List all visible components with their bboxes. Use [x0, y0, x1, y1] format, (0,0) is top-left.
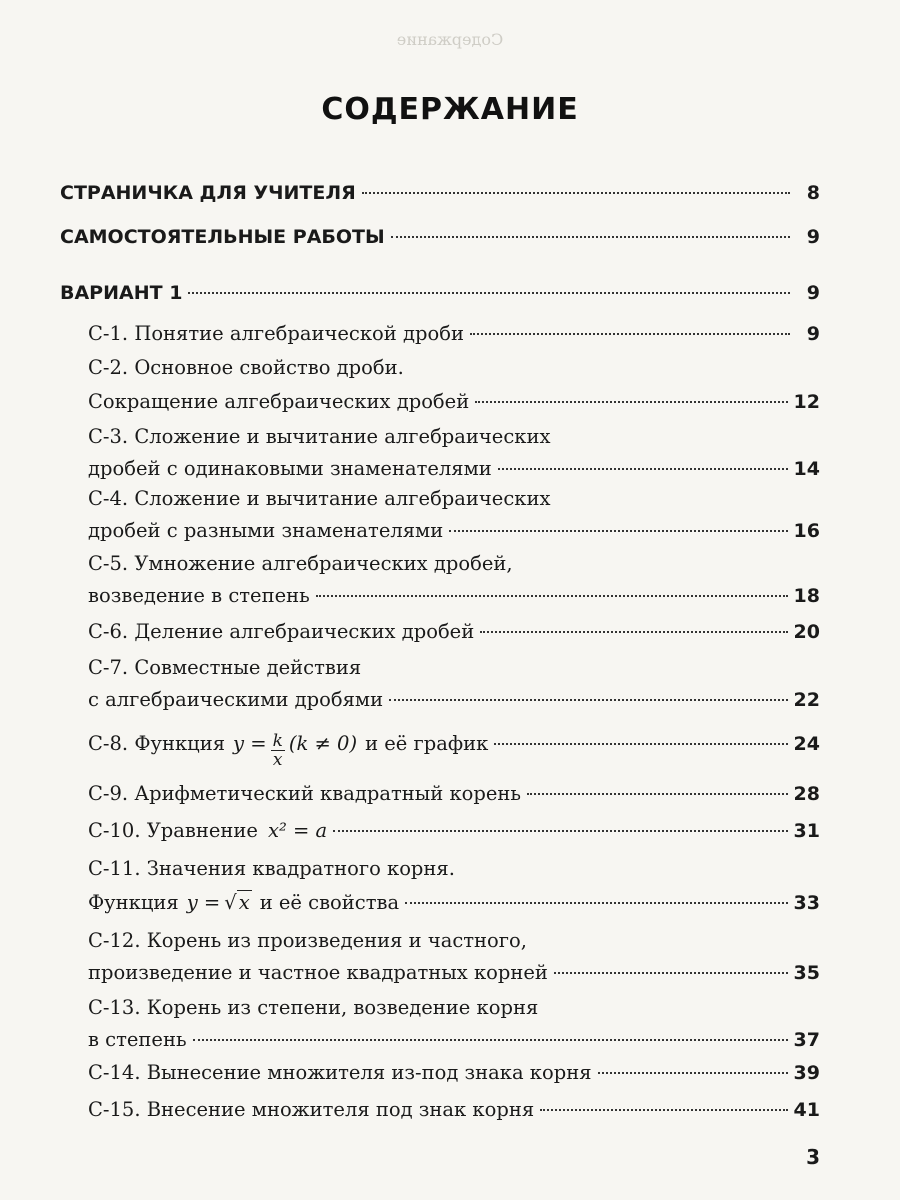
watermark: Содержание [396, 30, 504, 49]
page-ref: 9 [806, 282, 820, 304]
leader-dots [475, 401, 787, 403]
toc-entry-c1[interactable]: С-1. Понятие алгебраической дроби 9 [88, 322, 820, 345]
toc-entry-c5[interactable]: С-5. Умножение алгебраических дробей, возведение в степень 18 [88, 552, 820, 607]
page-ref: 12 [793, 391, 820, 413]
formula: x² = a [267, 819, 328, 842]
page-ref: 33 [793, 892, 820, 914]
leader-dots [362, 192, 790, 194]
toc-entry-teacher-page[interactable]: СТРАНИЧКА ДЛЯ УЧИТЕЛЯ 8 [60, 182, 820, 204]
page-ref: 22 [793, 689, 820, 711]
toc-entry-c15[interactable]: С-15. Внесение множителя под знак корня 41 [88, 1098, 820, 1121]
leader-dots [389, 699, 787, 701]
page-ref: 8 [806, 182, 820, 204]
page-ref: 41 [793, 1099, 820, 1121]
fraction: $\frac{k}{x}$ [272, 731, 283, 770]
page-ref: 37 [793, 1029, 820, 1051]
toc-entry-c7[interactable]: С-7. Совместные действия с алгебраическими дробями 22 [88, 656, 820, 711]
page-ref: 31 [793, 820, 820, 842]
page-ref: 14 [793, 458, 820, 480]
page-ref: 18 [793, 585, 820, 607]
page-ref: 16 [793, 520, 820, 542]
square-root: √ x [224, 891, 250, 914]
leader-dots [188, 292, 790, 294]
toc-entry-c6[interactable]: С-6. Деление алгебраических дробей 20 [88, 620, 820, 643]
leader-dots [316, 595, 788, 597]
toc-entry-c4[interactable]: С-4. Сложение и вычитание алгебраических дробей с разными знаменателями 16 [88, 487, 820, 542]
leader-dots [480, 631, 787, 633]
page-ref: 9 [806, 323, 820, 345]
page-ref: 28 [793, 783, 820, 805]
toc-entry-c10[interactable]: С-10. Уравнение x² = a 31 [88, 819, 820, 842]
leader-dots [498, 468, 788, 470]
page-ref: 20 [793, 621, 820, 643]
page-ref: 9 [806, 226, 820, 248]
leader-dots [333, 830, 787, 832]
leader-dots [598, 1072, 788, 1074]
toc-entry-c2[interactable]: С-2. Основное свойство дроби. Сокращение алгебраических дробей 12 [88, 356, 820, 413]
page-number: 3 [806, 1145, 820, 1169]
page-title: СОДЕРЖАНИЕ [321, 92, 579, 127]
leader-dots [540, 1109, 787, 1111]
leader-dots [494, 743, 787, 745]
leader-dots [449, 530, 787, 532]
leader-dots [527, 793, 788, 795]
toc-entry-c12[interactable]: С-12. Корень из произведения и частного, произведение и частное квадратных корней 35 [88, 929, 820, 984]
toc-entry-variant-1[interactable]: ВАРИАНТ 1 9 [60, 282, 820, 304]
page-ref: 24 [793, 733, 820, 755]
toc-entry-c9[interactable]: С-9. Арифметический квадратный корень 28 [88, 782, 820, 805]
toc-entry-c3[interactable]: С-3. Сложение и вычитание алгебраических дробей с одинаковыми знаменателями 14 [88, 425, 820, 480]
toc-entry-c14[interactable]: С-14. Вынесение множителя из-под знака корня 39 [88, 1061, 820, 1084]
formula-lhs: y = [233, 732, 267, 755]
formula-condition: (k ≠ 0) [288, 732, 358, 755]
leader-dots [391, 236, 790, 238]
page-ref: 35 [793, 962, 820, 984]
leader-dots [554, 972, 788, 974]
toc-entry-independent-works[interactable]: САМОСТОЯТЕЛЬНЫЕ РАБОТЫ 9 [60, 226, 820, 248]
toc-entry-c8[interactable]: С-8. Функция y = $\frac{k}{x}$ (k ≠ 0) и её график 24 [88, 731, 820, 770]
leader-dots [470, 333, 790, 335]
leader-dots [405, 902, 787, 904]
toc-entry-c11[interactable]: С-11. Значения квадратного корня. Функция y = √ x и её свойства 33 [88, 857, 820, 914]
page-ref: 39 [793, 1062, 820, 1084]
formula-lhs: y = [186, 891, 221, 914]
toc-entry-c13[interactable]: С-13. Корень из степени, возведение корня в степень 37 [88, 996, 820, 1051]
leader-dots [193, 1039, 788, 1041]
